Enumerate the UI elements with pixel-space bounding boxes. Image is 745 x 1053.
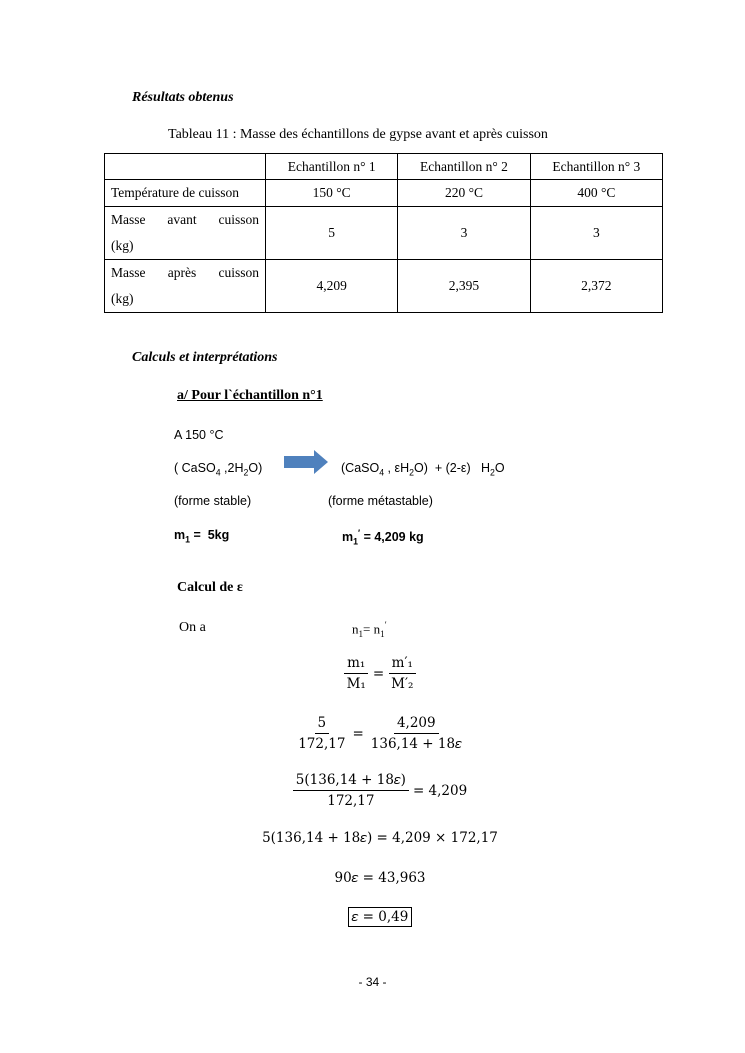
table-row-label: Masse après cuisson (kg): [105, 260, 266, 313]
results-table: [104, 153, 663, 313]
reaction-arrow-icon: [284, 450, 330, 474]
table-cell: 2,395: [398, 260, 530, 313]
reactant-formula: ( CaSO$_4$ $,2H_2O$): [174, 461, 263, 478]
epsilon-heading: Calcul de ε: [177, 580, 243, 595]
table-header-cell: Echantillon n° 3: [530, 154, 662, 180]
m1-prime-value: $m_1' = 4,209$ kg: [342, 528, 424, 547]
form-metastable-label: (forme métastable): [328, 494, 433, 508]
table-row-label: Masse avant cuisson (kg): [105, 207, 266, 260]
equation-3: $\frac{\text{5(136,14 + 18𝜀)}}{172,17}$ = 4,209: [230, 772, 530, 809]
table-cell: 3: [398, 207, 530, 260]
table-header-cell: Echantillon n° 1: [266, 154, 398, 180]
page-number: - 34 -: [358, 975, 387, 989]
table-row: [105, 260, 663, 313]
table-cell: 4,209: [266, 260, 398, 313]
table-cell: 3: [530, 207, 662, 260]
section-a-heading: a/ Pour l`échantillon n°1: [177, 388, 323, 403]
calc-heading: Calculs et interprétations: [132, 350, 278, 365]
temperature-label: A 150 °C: [174, 428, 224, 442]
table-header-cell: Echantillon n° 2: [398, 154, 530, 180]
mole-equality: $n_1= n_1'$: [352, 620, 387, 639]
table-cell: 150 °C: [266, 180, 398, 207]
equation-4: 5(136,14 + 18𝜀) = 4,209 × 172,17: [262, 830, 498, 846]
table-caption: Tableau 11 : Masse des échantillons de gypse avant et après cuisson: [168, 127, 548, 142]
equation-2: $\frac{5}{172,17}$ = $\frac{4,209}{\text{136,14 + 18𝜀}}$: [298, 715, 462, 752]
equation-5: 90𝜀 = 43,963: [334, 870, 426, 886]
table-cell: 220 °C: [398, 180, 530, 207]
table-cell: 2,372: [530, 260, 662, 313]
table-cell: 400 °C: [530, 180, 662, 207]
table-cell: 5: [266, 207, 398, 260]
table-row: [105, 180, 663, 207]
table-header-cell: [105, 154, 266, 180]
table-row-label: Température de cuisson: [105, 180, 266, 207]
table-header-row: [105, 154, 663, 180]
product-formula: (CaSO$_4$ , $\varepsilon H_2O) + (2-\varepsilon)$ $H_2O$: [341, 461, 505, 478]
form-stable-label: (forme stable): [174, 494, 252, 508]
result-box-wrapper: [180, 907, 580, 927]
result-box: 𝜀 = 0,49: [348, 907, 413, 927]
table-row: [105, 207, 663, 260]
on-a-label: On a: [179, 620, 206, 635]
m1-value: $m_1 = 5kg$: [174, 528, 230, 545]
equation-1: $\frac{\text{m₁}}{\text{M₁}}$ = $\frac{\text{m′₁}}{\text{M′₂}}$: [250, 655, 510, 692]
results-heading: Résultats obtenus: [132, 90, 234, 105]
